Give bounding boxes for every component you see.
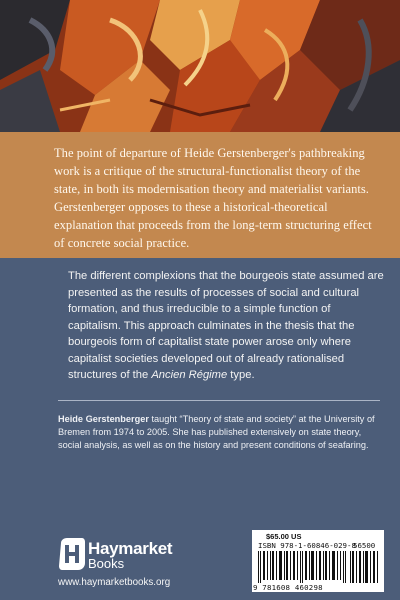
barcode-box [252,530,384,592]
price-label: $65.00 US [266,532,302,541]
summary-text-part1: The different complexions that the bourgeois state assumed are presented as the results of processes of social and cultural formation, and thus irreducible to a simple function of capitalism. This approach culminates in the thesis that the bourgeois form of capitalist state power arose only where capitalist societies developed out of already rationalised structures of the [68,270,384,381]
painting-artwork [0,0,400,132]
author-name: Heide Gerstenberger [58,414,149,424]
addon-digits: 56500 [353,541,376,550]
haymarket-logo-icon [58,537,86,571]
author-bio [58,413,380,451]
painting-illustration [0,0,400,132]
ean-digits: 9 781608 460298 [253,583,323,592]
section-divider [58,400,380,401]
publisher-sub: Books [88,556,125,571]
barcode-icon [258,551,348,583]
description-text: The point of departure of Heide Gerstenberger's pathbreaking work is a critique of the structural-functionalist theory of the state, in both its modernisation theory and materialist variants. Gerstenberger opposes to these a historical-theoretical explanation that proceeds from the long-term structuring effect of concrete social practice. [54,146,372,250]
isbn-label: ISBN 978-1-60846-029-8 [258,541,356,550]
publisher-website[interactable]: www.haymarketbooks.org [58,577,171,588]
summary-text [68,268,384,384]
summary-text-italic: Ancien Régime [151,369,228,381]
addon-barcode-icon [350,551,380,583]
publisher-name: Haymarket [88,539,173,558]
author-bio-text: taught “Theory of state and society” at the University of Bremen from 1974 to 2005. She has published extensively on state theory, social analysis, as well as on the history and present conditions of seafaring. [58,414,375,450]
summary-panel [0,258,400,600]
summary-text-part2: type. [227,369,255,381]
description-panel [0,132,400,258]
